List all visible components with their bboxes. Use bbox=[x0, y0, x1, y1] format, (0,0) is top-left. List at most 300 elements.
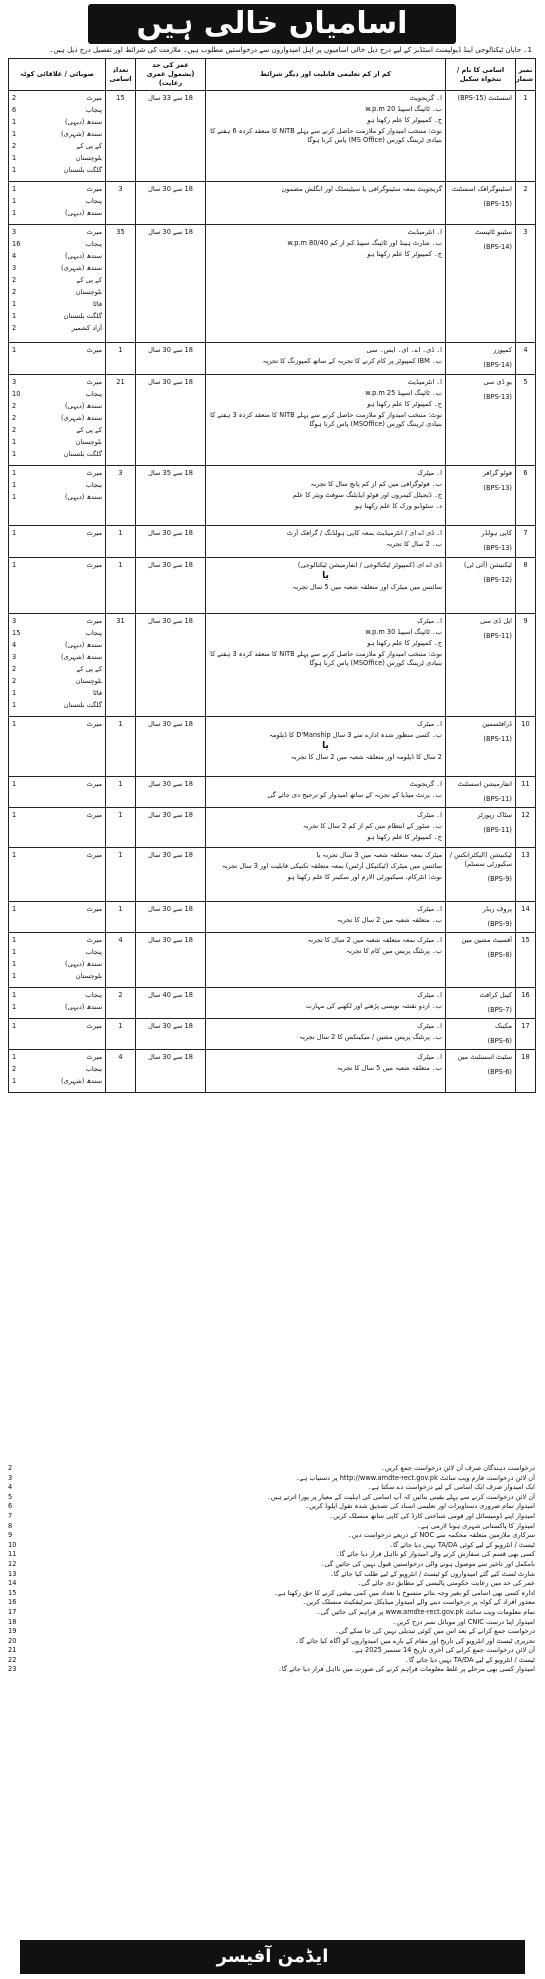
post-name: آفسیٹ مشین مین bbox=[461, 936, 512, 944]
row-serial: 5 bbox=[516, 375, 536, 466]
quota-count: 4 bbox=[12, 641, 17, 649]
instruction-item bbox=[8, 1589, 535, 1599]
quota-item bbox=[12, 1022, 102, 1031]
quota-item bbox=[12, 1065, 102, 1074]
quota-item bbox=[12, 905, 102, 914]
quota-count: 1 bbox=[12, 166, 17, 174]
post-scale: (BPS-8) bbox=[487, 951, 512, 959]
table-row bbox=[9, 988, 536, 1019]
row-age-limit: 18 سے 40 سال bbox=[136, 988, 206, 1019]
quota-region: میرٹ bbox=[86, 561, 102, 569]
quota-region: میرٹ bbox=[86, 811, 102, 819]
post-scale: (BPS-11) bbox=[483, 735, 512, 743]
quota-count: 1 bbox=[12, 481, 17, 489]
quota-count: 1 bbox=[12, 197, 17, 205]
quota-item bbox=[12, 402, 102, 411]
quota-region: فاٹا bbox=[92, 689, 102, 697]
header-serial: نمبر شمار bbox=[516, 59, 536, 91]
quota-region: کے پی کے bbox=[76, 276, 102, 284]
row-post-count: 35 bbox=[106, 225, 136, 343]
instruction-item bbox=[8, 1570, 535, 1580]
quota-region: سندھ (شہری) bbox=[60, 264, 102, 272]
instruction-text: ادارہ کسی بھی اسامی کو بغیر وجہ بتائے منسوخ یا تعداد میں کمی بیشی کرنے کا حق رکھتا ہے۔ bbox=[273, 1588, 535, 1597]
quota-count: 1 bbox=[12, 851, 17, 859]
post-name: یو ڈی سی bbox=[483, 378, 512, 386]
qualification-line: یا bbox=[322, 571, 329, 581]
instruction-text: ٹیسٹ / انٹرویو کے لیے TA/DA نہیں دیا جائے گا۔ bbox=[405, 1655, 535, 1664]
row-quota bbox=[9, 614, 106, 717]
quota-count: 15 bbox=[12, 629, 21, 637]
row-post-count: 31 bbox=[106, 614, 136, 717]
post-name: سٹیٹ اسسٹنٹ مین bbox=[457, 1053, 512, 1061]
post-scale: (BPS-11) bbox=[483, 795, 512, 803]
quota-item bbox=[12, 972, 102, 981]
qualification-line: نوٹ: منتخب امیدوار کو ملازمت حاصل کرنے سے پہلے NITB کا منعقد کردہ 6 ہفتے کا بنیادی ٹریننگ کورس (MS Office) پاس کرنا ہوگا bbox=[210, 127, 442, 144]
instruction-number: 10 bbox=[8, 1540, 17, 1549]
instruction-text: کسی بھی قسم کی سفارش کرنے والے امیدوار کو نااہل قرار دیا جائے گا۔ bbox=[335, 1550, 535, 1559]
instruction-item bbox=[8, 1522, 535, 1532]
header-count: تعداد اسامی bbox=[106, 59, 136, 91]
quota-count: 1 bbox=[12, 118, 17, 126]
quota-count: 2 bbox=[12, 288, 17, 296]
quota-region: پنجاب bbox=[85, 948, 102, 956]
row-age-limit: 18 سے 33 سال bbox=[136, 91, 206, 182]
quota-item bbox=[12, 185, 102, 194]
row-post bbox=[446, 808, 516, 848]
quota-region: سندھ (شہری) bbox=[60, 653, 102, 661]
quota-count: 1 bbox=[12, 701, 17, 709]
instruction-item bbox=[8, 1541, 535, 1551]
quota-item bbox=[12, 438, 102, 447]
table-row bbox=[9, 777, 536, 808]
post-scale: (BPS-9) bbox=[487, 920, 512, 928]
quota-item bbox=[12, 240, 102, 249]
quota-item bbox=[12, 653, 102, 662]
post-scale: (BPS-11) bbox=[483, 632, 512, 640]
quota-item bbox=[12, 936, 102, 945]
qualification-line: سائنس میں میٹرک اور متعلقہ شعبہ میں 5 سال تجربہ bbox=[292, 583, 442, 591]
table-row bbox=[9, 225, 536, 343]
post-name: ٹیکنیشن (الیکٹرانکس / سکیورٹی سسٹم) bbox=[449, 851, 512, 868]
quota-item bbox=[12, 324, 102, 333]
row-serial: 6 bbox=[516, 466, 536, 526]
quota-region: میرٹ bbox=[86, 1022, 102, 1030]
row-qualification bbox=[206, 717, 446, 777]
table-row bbox=[9, 614, 536, 717]
row-qualification bbox=[206, 466, 446, 526]
quota-count: 1 bbox=[12, 960, 17, 968]
qualification-line: د۔ سٹوڈیو ورک کا علم رکھتا ہو bbox=[354, 502, 442, 510]
post-name: مکینک bbox=[494, 1022, 512, 1030]
quota-item bbox=[12, 142, 102, 151]
quota-item bbox=[12, 252, 102, 261]
header-age: عمر کی حد (بشمول عمری رعایت) bbox=[136, 59, 206, 91]
post-scale: (BPS-13) bbox=[483, 544, 512, 552]
quota-region: سندھ (دیہی) bbox=[65, 252, 102, 260]
post-name: کیبل کرافٹ bbox=[479, 991, 512, 999]
quota-region: پنجاب bbox=[85, 390, 102, 398]
row-post-count: 1 bbox=[106, 717, 136, 777]
quota-region: آزاد کشمیر bbox=[71, 324, 102, 332]
quota-region: میرٹ bbox=[86, 346, 102, 354]
quota-count: 2 bbox=[12, 665, 17, 673]
quota-count: 2 bbox=[12, 414, 17, 422]
quota-count: 3 bbox=[12, 264, 17, 272]
quota-region: سندھ (دیہی) bbox=[65, 960, 102, 968]
row-serial: 12 bbox=[516, 808, 536, 848]
row-post bbox=[446, 466, 516, 526]
quota-item bbox=[12, 197, 102, 206]
row-quota bbox=[9, 902, 106, 933]
quota-region: میرٹ bbox=[86, 780, 102, 788]
instruction-number: 5 bbox=[8, 1492, 13, 1501]
qualification-line: ج۔ کمپیوٹر کا علم رکھتا ہو bbox=[367, 833, 442, 841]
quota-item bbox=[12, 811, 102, 820]
post-scale: (BPS-14) bbox=[483, 243, 512, 251]
table-row bbox=[9, 466, 536, 526]
instruction-text: معذور افراد کے کوٹہ پر درخواست دینے والے امیدوار میڈیکل سرٹیفکیٹ منسلک کریں۔ bbox=[302, 1598, 535, 1607]
instruction-item bbox=[8, 1598, 535, 1608]
qualification-line: یا bbox=[322, 741, 329, 751]
row-post bbox=[446, 614, 516, 717]
row-post-count: 4 bbox=[106, 1050, 136, 1093]
vacancies-table bbox=[8, 58, 536, 1093]
quota-item bbox=[12, 414, 102, 423]
quota-item bbox=[12, 1077, 102, 1086]
quota-region: سندھ (دیہی) bbox=[65, 402, 102, 410]
row-post bbox=[446, 343, 516, 375]
quota-count: 2 bbox=[12, 324, 17, 332]
qualification-line: 2 سال کا ڈپلومہ اور متعلقہ شعبہ میں 2 سال کا تجربہ bbox=[291, 753, 442, 761]
instruction-number: 17 bbox=[8, 1607, 17, 1616]
quota-count: 1 bbox=[12, 972, 17, 980]
instruction-number: 21 bbox=[8, 1646, 17, 1655]
quota-region: میرٹ bbox=[86, 936, 102, 944]
post-scale: (BPS-6) bbox=[487, 1037, 512, 1045]
row-post-count: 1 bbox=[106, 902, 136, 933]
quota-region: سندھ (دیہی) bbox=[65, 1003, 102, 1011]
quota-count: 2 bbox=[12, 1065, 17, 1073]
instruction-number: 6 bbox=[8, 1502, 13, 1511]
row-quota bbox=[9, 466, 106, 526]
instruction-text: امیدوار تمام ضروری دستاویزات اور تعلیمی اسناد کی تصدیق شدہ نقول اپلوڈ کریں۔ bbox=[305, 1502, 535, 1511]
instruction-number: 11 bbox=[8, 1550, 17, 1559]
row-post bbox=[446, 225, 516, 343]
row-qualification bbox=[206, 526, 446, 558]
row-age-limit: 18 سے 30 سال bbox=[136, 558, 206, 614]
row-age-limit: 18 سے 30 سال bbox=[136, 848, 206, 902]
instruction-item bbox=[8, 1550, 535, 1560]
quota-count: 1 bbox=[12, 561, 17, 569]
post-scale: (BPS-13) bbox=[483, 484, 512, 492]
qualification-line: ب۔ اردو نقشہ نویسی پڑھنے اور لکھنے کی مہارت bbox=[305, 1002, 442, 1010]
quota-item bbox=[12, 948, 102, 957]
quota-item bbox=[12, 991, 102, 1000]
row-post-count: 1 bbox=[106, 526, 136, 558]
qualification-line: ج۔ کمپیوٹر کا علم رکھتا ہو bbox=[367, 116, 442, 124]
row-post-count: 1 bbox=[106, 1019, 136, 1050]
post-name: کاپی ہولڈر bbox=[481, 529, 512, 537]
instruction-text: آن لائن درخواست فارم ویب سائٹ http://www.amdte-rect.gov.pk پر دستیاب ہے۔ bbox=[295, 1473, 535, 1482]
row-age-limit: 18 سے 30 سال bbox=[136, 526, 206, 558]
quota-count: 1 bbox=[12, 1003, 17, 1011]
instruction-item bbox=[8, 1627, 535, 1637]
quota-item bbox=[12, 276, 102, 285]
vacancies-body bbox=[9, 91, 536, 1093]
quota-count: 6 bbox=[12, 106, 17, 114]
table-header-row bbox=[9, 59, 536, 91]
qualification-line: ب۔ متعلقہ شعبہ میں 5 سال کا تجربہ bbox=[336, 1064, 442, 1072]
table-row bbox=[9, 182, 536, 225]
instruction-number: 22 bbox=[8, 1655, 17, 1664]
row-quota bbox=[9, 182, 106, 225]
post-name: اسٹینوگرافک اسسٹنٹ bbox=[451, 185, 512, 193]
instruction-number: 9 bbox=[8, 1531, 13, 1540]
quota-item bbox=[12, 720, 102, 729]
instruction-number: 15 bbox=[8, 1588, 17, 1597]
quota-region: پنجاب bbox=[85, 197, 102, 205]
quota-region: میرٹ bbox=[86, 617, 102, 625]
row-post-count: 2 bbox=[106, 988, 136, 1019]
quota-item bbox=[12, 288, 102, 297]
quota-count: 1 bbox=[12, 493, 17, 501]
instruction-text: سرکاری ملازمین متعلقہ محکمہ سے NOC کے ذریعے درخواست دیں۔ bbox=[347, 1531, 535, 1540]
instruction-item bbox=[8, 1493, 535, 1503]
post-scale: (BPS-12) bbox=[483, 576, 512, 584]
quota-count: 2 bbox=[12, 276, 17, 284]
quota-count: 1 bbox=[12, 811, 17, 819]
row-post-count: 4 bbox=[106, 933, 136, 988]
row-post-count: 1 bbox=[106, 343, 136, 375]
quota-region: بلوچستان bbox=[75, 288, 102, 296]
quota-item bbox=[12, 154, 102, 163]
row-quota bbox=[9, 808, 106, 848]
qualification-line: ا۔ گریجویٹ bbox=[409, 780, 442, 788]
quota-count: 16 bbox=[12, 240, 21, 248]
row-serial: 7 bbox=[516, 526, 536, 558]
header-post: اسامی کا نام / تنخواہ سکیل bbox=[446, 59, 516, 91]
table-row bbox=[9, 526, 536, 558]
quota-count: 1 bbox=[12, 450, 17, 458]
row-age-limit: 18 سے 30 سال bbox=[136, 777, 206, 808]
header-qualification: کم از کم تعلیمی قابلیت اور دیگر شرائط bbox=[206, 59, 446, 91]
table-row bbox=[9, 91, 536, 182]
instruction-text: امیدوار اپنے ڈومیسائل اور قومی شناختی کارڈ کی کاپی ساتھ منسلک کریں۔ bbox=[329, 1511, 535, 1520]
quota-count: 1 bbox=[12, 312, 17, 320]
quota-count: 3 bbox=[12, 617, 17, 625]
row-serial: 1 bbox=[516, 91, 536, 182]
quota-region: گلگت بلتستان bbox=[63, 166, 102, 174]
instruction-text: آن لائن درخواست کرنے سے پہلے یقینی بنائیں کہ آپ اسامی کی اہلیت کے معیار پر پورا اترتے ہیں۔ bbox=[266, 1492, 535, 1501]
quota-count: 2 bbox=[12, 94, 17, 102]
quota-region: میرٹ bbox=[86, 469, 102, 477]
instruction-item bbox=[8, 1608, 535, 1618]
instruction-text: درخواست جمع کرانے کے بعد اس میں کوئی تبدیلی نہیں کی جا سکے گی۔ bbox=[335, 1627, 535, 1636]
row-qualification bbox=[206, 848, 446, 902]
quota-item bbox=[12, 617, 102, 626]
qualification-line: ڈی اے ای (کمپیوٹر ٹیکنالوجی / انفارمیشن ٹیکنالوجی) bbox=[297, 561, 442, 569]
quota-region: سندھ (شہری) bbox=[60, 1077, 102, 1085]
quota-count: 4 bbox=[12, 252, 17, 260]
quota-item bbox=[12, 312, 102, 321]
qualification-line: ب۔ متعلقہ شعبہ میں 2 سال کا تجربہ bbox=[336, 916, 442, 924]
quota-item bbox=[12, 641, 102, 650]
post-name: ڈرافٹسمین bbox=[482, 720, 512, 728]
row-quota bbox=[9, 91, 106, 182]
post-name: ایل ڈی سی bbox=[480, 617, 512, 625]
qualification-line: ج۔ ڈیجیٹل کیمروں اور فوٹو ایڈیٹنگ سوفٹ ویئر کا علم bbox=[292, 491, 442, 499]
quota-item bbox=[12, 209, 102, 218]
post-name: فوٹو گرافر bbox=[482, 469, 512, 477]
quota-count: 1 bbox=[12, 936, 17, 944]
quota-region: گلگت بلتستان bbox=[63, 450, 102, 458]
qualification-line: ب۔ فوٹوگرافی میں کم از کم پانچ سال کا تجربہ bbox=[310, 480, 442, 488]
quota-region: کے پی کے bbox=[76, 665, 102, 673]
instruction-number: 18 bbox=[8, 1617, 17, 1626]
quota-region: فاٹا bbox=[92, 300, 102, 308]
row-serial: 8 bbox=[516, 558, 536, 614]
quota-item bbox=[12, 529, 102, 538]
row-serial: 16 bbox=[516, 988, 536, 1019]
row-qualification bbox=[206, 808, 446, 848]
instruction-number: 16 bbox=[8, 1598, 17, 1607]
post-name: ٹیکنیشن (آئی ٹی) bbox=[463, 561, 512, 569]
qualification-line: ا۔ ڈی اے ای / انٹرمیڈیٹ بمعہ کاپی ہولڈنگ / گرافک آرٹ bbox=[286, 529, 442, 537]
qualification-line: ا۔ میٹرک بمعہ متعلقہ شعبہ میں 2 سال کا تجربہ bbox=[307, 936, 442, 944]
row-qualification bbox=[206, 182, 446, 225]
quota-region: میرٹ bbox=[86, 1053, 102, 1061]
row-serial: 15 bbox=[516, 933, 536, 988]
quota-item bbox=[12, 450, 102, 459]
qualification-line: ب۔ سٹور کے انتظام میں کم از کم 2 سال کا تجربہ bbox=[302, 822, 442, 830]
qualification-line: ا۔ میٹرک bbox=[417, 1053, 442, 1061]
quota-region: بلوچستان bbox=[75, 972, 102, 980]
instruction-text: درخواست دہندگان صرف آن لائن درخواست جمع کریں۔ bbox=[380, 1464, 535, 1472]
quota-item bbox=[12, 677, 102, 686]
qualification-line: ا۔ ڈی۔ اے۔ ای۔ ایس۔ سی bbox=[366, 346, 442, 354]
instruction-number: 2 bbox=[8, 1464, 13, 1472]
header-quota: صوبائی / علاقائی کوٹہ bbox=[9, 59, 106, 91]
qualification-line: نوٹ: منتخب امیدوار کو ملازمت حاصل کرنے سے پہلے NITB کا منعقد کردہ 3 ہفتے کا بنیادی ٹریننگ کورس (MSOffice) پاس کرنا ہوگا bbox=[210, 650, 442, 667]
quota-item bbox=[12, 378, 102, 387]
quota-region: پنجاب bbox=[85, 481, 102, 489]
post-scale: (BPS-13) bbox=[483, 393, 512, 401]
quota-item bbox=[12, 426, 102, 435]
row-post bbox=[446, 1019, 516, 1050]
row-quota bbox=[9, 375, 106, 466]
instruction-number: 14 bbox=[8, 1579, 17, 1588]
row-quota bbox=[9, 1019, 106, 1050]
qualification-line: ا۔ میٹرک bbox=[417, 1022, 442, 1030]
quota-region: سندھ (شہری) bbox=[60, 414, 102, 422]
instruction-text: تحریری ٹیسٹ اور انٹرویو کی تاریخ اور مقام کے بارے میں امیدواروں کو آگاہ کیا جائے گا۔ bbox=[295, 1636, 535, 1645]
quota-item bbox=[12, 1003, 102, 1012]
quota-count: 1 bbox=[12, 780, 17, 788]
instruction-number: 4 bbox=[8, 1483, 13, 1492]
quota-region: میرٹ bbox=[86, 529, 102, 537]
row-age-limit: 18 سے 30 سال bbox=[136, 1050, 206, 1093]
instruction-text: آن لائن درخواست جمع کرانے کی آخری تاریخ 14 ستمبر 2025 ہے۔ bbox=[351, 1646, 535, 1655]
quota-count: 1 bbox=[12, 154, 17, 162]
instruction-number: 20 bbox=[8, 1636, 17, 1645]
row-serial: 13 bbox=[516, 848, 536, 902]
row-post-count: 1 bbox=[106, 777, 136, 808]
qualification-line: ا۔ انٹرمیڈیٹ bbox=[407, 228, 442, 236]
quota-count: 3 bbox=[12, 653, 17, 661]
quota-item bbox=[12, 493, 102, 502]
quota-region: میرٹ bbox=[86, 905, 102, 913]
quota-count: 1 bbox=[12, 1077, 17, 1085]
instruction-text: امیدوار کا پاکستانی شہری ہونا لازمی ہے۔ bbox=[417, 1521, 535, 1530]
quota-region: بلوچستان bbox=[75, 677, 102, 685]
quota-item bbox=[12, 346, 102, 355]
row-quota bbox=[9, 988, 106, 1019]
qualification-line: ب۔ ٹائپنگ اسپیڈ 20 w.p.m bbox=[365, 105, 442, 113]
row-quota bbox=[9, 558, 106, 614]
quota-item bbox=[12, 481, 102, 490]
qualification-line: ا۔ میٹرک bbox=[417, 617, 442, 625]
row-post bbox=[446, 526, 516, 558]
row-qualification bbox=[206, 91, 446, 182]
quota-count: 1 bbox=[12, 438, 17, 446]
instruction-item bbox=[8, 1656, 535, 1666]
quota-region: کے پی کے bbox=[76, 142, 102, 150]
quota-item bbox=[12, 689, 102, 698]
row-post-count: 15 bbox=[106, 91, 136, 182]
instruction-item bbox=[8, 1502, 535, 1512]
row-qualification bbox=[206, 1019, 446, 1050]
post-scale: (BPS-6) bbox=[487, 1068, 512, 1076]
instruction-number: 8 bbox=[8, 1521, 13, 1530]
quota-region: بلوچستان bbox=[75, 154, 102, 162]
instruction-number: 19 bbox=[8, 1627, 17, 1636]
instruction-item bbox=[8, 1464, 535, 1474]
quota-region: پنجاب bbox=[85, 1065, 102, 1073]
quota-count: 3 bbox=[12, 228, 17, 236]
instruction-item bbox=[8, 1560, 535, 1570]
quota-region: میرٹ bbox=[86, 851, 102, 859]
qualification-line: ب۔ ٹائپنگ اسپیڈ 25 w.p.m bbox=[365, 389, 442, 397]
row-post-count: 1 bbox=[106, 808, 136, 848]
row-post bbox=[446, 848, 516, 902]
qualification-line: ب۔ شارٹ ہینڈ اور ٹائپنگ سپیڈ کم از کم 80/40 w.p.m bbox=[287, 239, 442, 247]
qualification-line: نوٹ: منتخب امیدوار کو ملازمت حاصل کرنے سے پہلے NITB کا منعقد کردہ 3 ہفتے کا بنیادی ٹریننگ کورس (MSOffice) پاس کرنا ہوگا bbox=[210, 411, 442, 428]
qualification-line: ب۔ پرنٹنگ پریس میں کام کا تجربہ bbox=[346, 947, 442, 955]
row-quota bbox=[9, 933, 106, 988]
quota-item bbox=[12, 264, 102, 273]
quota-count: 1 bbox=[12, 1022, 17, 1030]
row-age-limit: 18 سے 30 سال bbox=[136, 933, 206, 988]
quota-region: سندھ (دیہی) bbox=[65, 118, 102, 126]
quota-item bbox=[12, 469, 102, 478]
row-qualification bbox=[206, 777, 446, 808]
table-row bbox=[9, 902, 536, 933]
quota-item bbox=[12, 851, 102, 860]
quota-count: 1 bbox=[12, 720, 17, 728]
row-post-count: 3 bbox=[106, 466, 136, 526]
row-post bbox=[446, 777, 516, 808]
qualification-line: گریجویٹ بمعہ سٹینوگرافی یا سیٹیسٹک اور انگلش مضمون bbox=[281, 185, 442, 193]
row-age-limit: 18 سے 30 سال bbox=[136, 717, 206, 777]
signatory: ایڈمن آفیسر bbox=[20, 1940, 525, 1974]
post-name: سٹاک رپورٹر bbox=[477, 811, 512, 819]
instruction-item bbox=[8, 1579, 535, 1589]
table-row bbox=[9, 933, 536, 988]
row-post bbox=[446, 933, 516, 988]
instruction-text: عمر کی حد میں رعایت حکومتی پالیسی کے مطابق دی جائے گی۔ bbox=[357, 1579, 535, 1588]
row-qualification bbox=[206, 225, 446, 343]
row-qualification bbox=[206, 902, 446, 933]
